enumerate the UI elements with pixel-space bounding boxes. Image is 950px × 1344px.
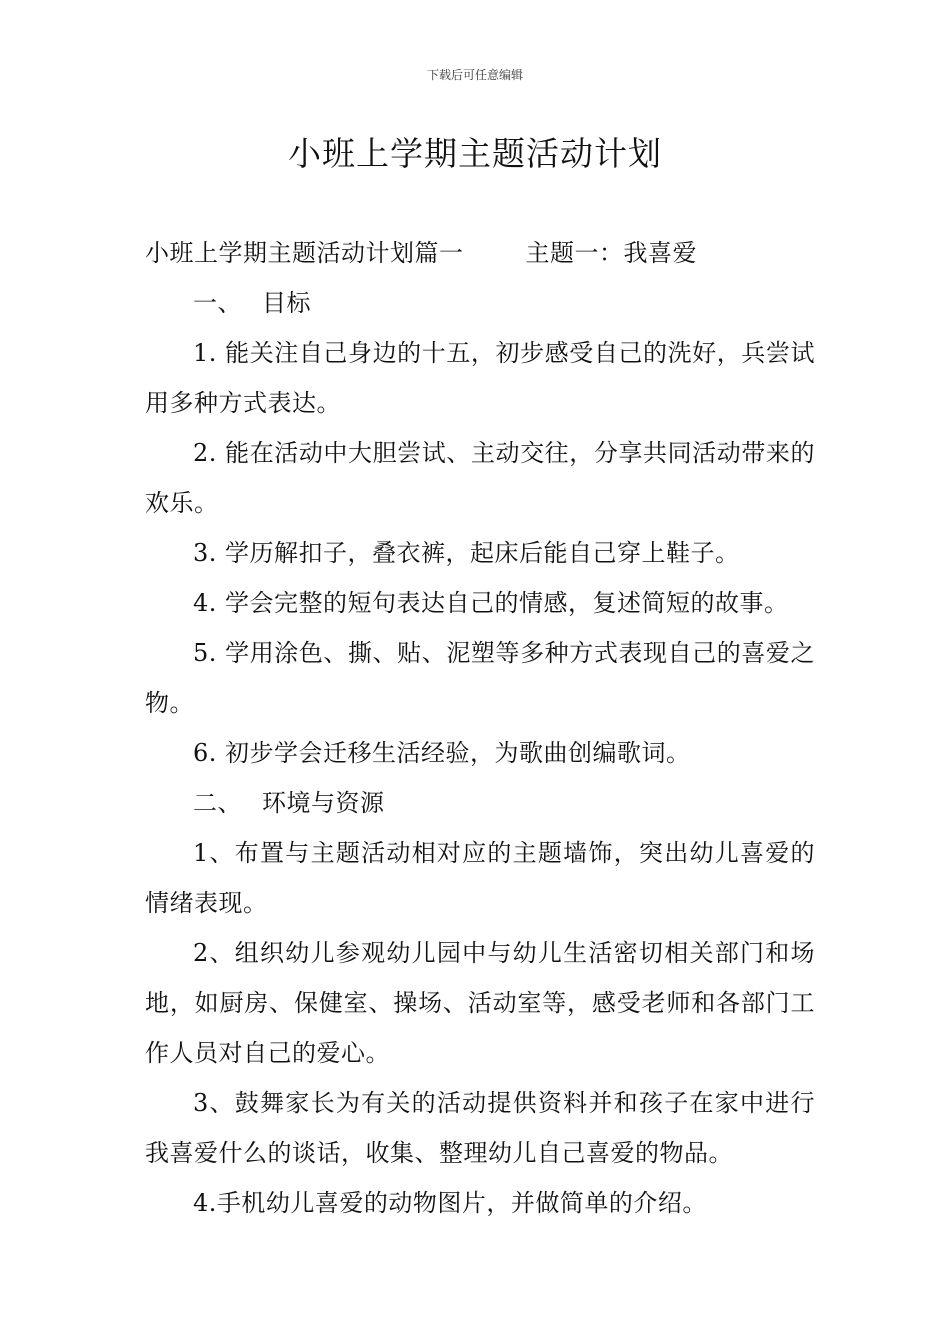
resource-item: 2、组织幼儿参观幼儿园中与幼儿生活密切相关部门和场地，如厨房、保健室、操场、活动室等，感受老师和各部门工作人员对自己的爱心。 [145,939,815,1067]
section-number: 一、 [193,289,242,317]
goal-item: 5. 学用涂色、撕、贴、泥塑等多种方式表现自己的喜爱之物。 [145,639,815,717]
resource-item: 1、布置与主题活动相对应的主题墙饰，突出幼儿喜爱的情绪表现。 [145,839,815,917]
goal-item: 3. 学历解扣子，叠衣裤，起床后能自己穿上鞋子。 [193,539,740,567]
resource-item: 3、鼓舞家长为有关的活动提供资料并和孩子在家中进行我喜爱什么的谈话，收集、整理幼儿自己喜爱的物品。 [145,1089,815,1167]
intro-left: 小班上学期主题活动计划篇一 [145,239,464,267]
section-label: 环境与资源 [262,789,385,817]
goal-item: 4. 学会完整的短句表达自己的情感，复述简短的故事。 [193,589,789,617]
section-number: 二、 [193,789,242,817]
goal-item: 6. 初步学会迁移生活经验，为歌曲创编歌词。 [193,739,691,767]
section-heading-resources [145,778,815,828]
goal-item: 1. 能关注自己身边的十五，初步感受自己的洗好，兵尝试用多种方式表达。 [145,339,815,417]
document-body [145,228,815,1228]
document-title: 小班上学期主题活动计划 [288,134,662,173]
goal-item: 2. 能在活动中大胆尝试、主动交往，分享共同活动带来的欢乐。 [145,439,815,517]
intro-line [145,228,815,278]
header-note: 下载后可任意编辑 [426,68,523,82]
resource-item: 4.手机幼儿喜爱的动物图片，并做简单的介绍。 [193,1189,707,1217]
section-label: 目标 [262,289,311,317]
intro-right: 主题一：我喜爱 [525,239,697,267]
section-heading-goals [145,278,815,328]
